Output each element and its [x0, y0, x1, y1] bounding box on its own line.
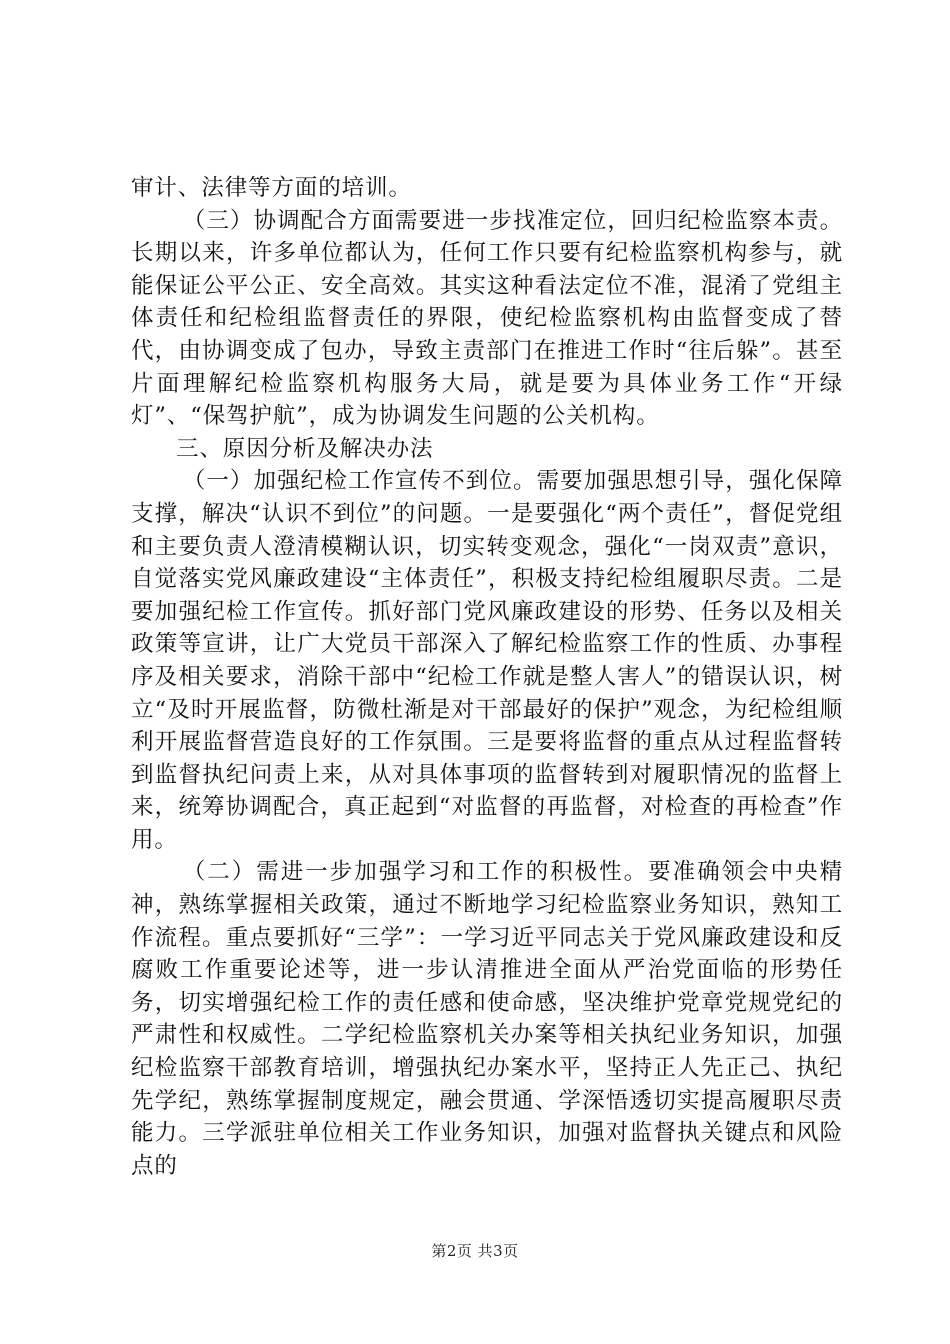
- paragraph-item-2: （二）需进一步加强学习和工作的积极性。要准确领会中央精神，熟练掌握相关政策，通过不断地学习纪检监察业务知识，熟知工作流程。重点要抓好“三学”：一学习近平同志关于党风廉政建设和反腐败工作重要论述等，进一步认清推进全面从严治党面临的形势任务，切实增强纪检工作的责任感和使命感，坚决维护党章党规党纪的严肃性和权威性。二学纪检监察机关办案等相关执纪业务知识，加强纪检监察干部教育培训，增强执纪办案水平，坚持正人先正己、执纪先学纪，熟练掌握制度规定，融会贯通、学深悟透切实提高履职尽责能力。三学派驻单位相关工作业务知识，加强对监督执关键点和风险点的: [131, 859, 843, 1179]
- document-body: [131, 172, 843, 1182]
- page-footer: 第2页 共3页: [431, 1242, 519, 1260]
- paragraph-continuation: 审计、法律等方面的培训。: [131, 175, 412, 201]
- section-heading-causes: 三、原因分析及解决办法: [176, 435, 434, 462]
- paragraph-item-1: （一）加强纪检工作宣传不到位。需要加强思想引导，强化保障支撑，解决“认识不到位”的问题。一是要强化“两个责任”，督促党组和主要负责人澄清模糊认识，切实转变观念，强化“一岗双责”意识，自觉落实党风廉政建设“主体责任”，积极支持纪检组履职尽责。二是要加强纪检工作宣传。抓好部门党风廉政建设的形势、任务以及相关政策等宣讲，让广大党员干部深入了解纪检监察工作的性质、办事程序及相关要求，消除干部中“纪检工作就是整人害人”的错误认识，树立“及时开展监督，防微杜渐是对干部最好的保护”观念，为纪检组顺利开展监督营造良好的工作氛围。三是要将监督的重点从过程监督转到监督执纪问责上来，从对具体事项的监督转到对履职情况的监督上来，统筹协调配合，真正起到“对监督的再监督，对检查的再检查”作用。: [131, 468, 843, 853]
- paragraph-section-3: （三）协调配合方面需要进一步找准定位，回归纪检监察本责。长期以来，许多单位都认为，任何工作只要有纪检监察机构参与，就能保证公平公正、安全高效。其实这种看法定位不准，混淆了党组主体责任和纪检组监督责任的界限，使纪检监察机构由监督变成了替代，由协调变成了包办，导致主责部门在推进工作时“往后躲”。甚至片面理解纪检监察机构服务大局，就是要为具体业务工作“开绿灯”、“保驾护航”，成为协调发生问题的公关机构。: [131, 207, 843, 430]
